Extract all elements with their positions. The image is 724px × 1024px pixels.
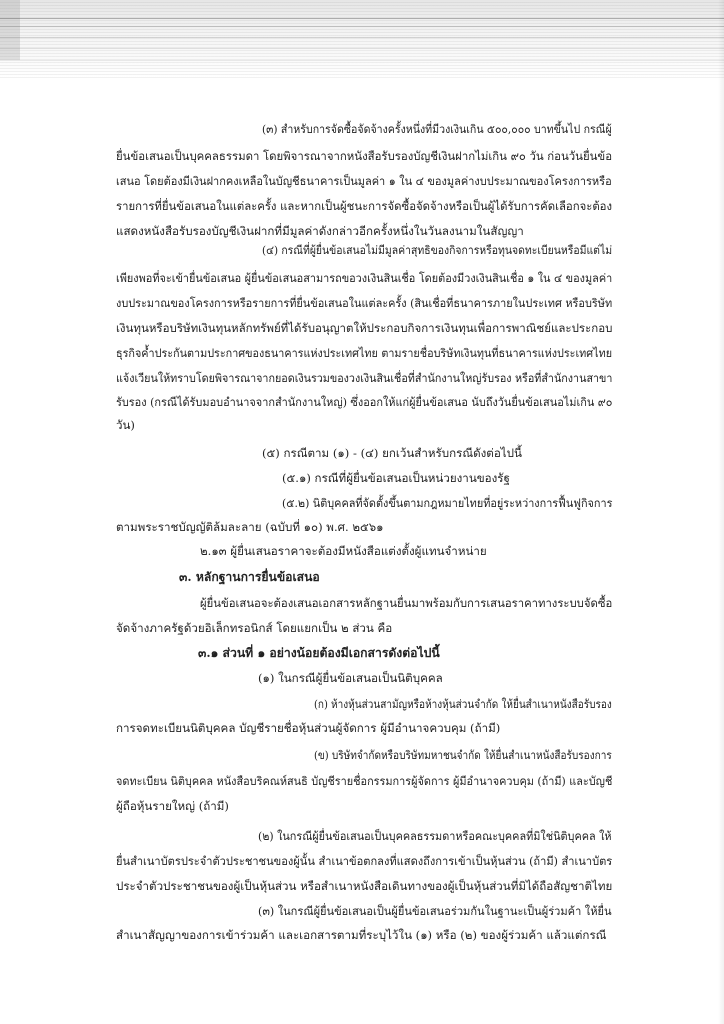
- paragraph-line: งบประมาณของโครงการหรือรายการที่ยื่นข้อเสนอในแต่ละครั้ง (สินเชื่อที่ธนาคารภายในประเทศ หรือบริษัท: [116, 296, 613, 310]
- paragraph-line: (ข) บริษัทจำกัดหรือบริษัทมหาชนจำกัด ให้ยื่นสำเนาหนังสือรับรองการ: [314, 748, 612, 762]
- paragraph-line: ตามพระราชบัญญัติล้มละลาย (ฉบับที่ ๑๐) พ.ศ. ๒๕๖๑: [116, 520, 384, 534]
- paragraph-line: (ก) ห้างหุ้นส่วนสามัญหรือห้างหุ้นส่วนจำกัด ให้ยื่นสำเนาหนังสือรับรอง: [314, 697, 612, 711]
- paragraph-line: ยื่นข้อเสนอเป็นบุคคลธรรมดา โดยพิจารณาจากหนังสือรับรองบัญชีเงินฝากไม่เกิน ๙๐ วัน ก่อนวันยื่นข้อ: [116, 149, 613, 163]
- paragraph-line: (๔) กรณีที่ผู้ยื่นข้อเสนอไม่มีมูลค่าสุทธิของกิจการหรือทุนจดทะเบียนหรือมีแต่ไม่: [262, 243, 613, 257]
- paragraph-line: รายการที่ยื่นข้อเสนอในแต่ละครั้ง และหากเป็นผู้ชนะการจัดซื้อจัดจ้างหรือเป็นผู้ได้รับการคัดเลือกจะต้อง: [116, 199, 613, 213]
- paragraph-line: (๑) ในกรณีผู้ยื่นข้อเสนอเป็นนิติบุคคล: [258, 671, 443, 685]
- paragraph-line: (๕.๑) กรณีที่ผู้ยื่นข้อเสนอเป็นหน่วยงานของรัฐ: [282, 471, 510, 485]
- paragraph-line: การจดทะเบียนนิติบุคคล บัญชีรายชื่อหุ้นส่วนผู้จัดการ ผู้มีอำนาจควบคุม (ถ้ามี): [116, 721, 501, 735]
- paragraph-line: (๓) สำหรับการจัดซื้อจัดจ้างครั้งหนึ่งที่มีวงเงินเกิน ๕๐๐,๐๐๐ บาทขึ้นไป กรณีผู้: [262, 122, 612, 136]
- paragraph-line: (๕.๒) นิติบุคคลที่จัดตั้งขึ้นตามกฎหมายไทยที่อยู่ระหว่างการฟื้นฟูกิจการ: [282, 496, 613, 510]
- paragraph-line: เพียงพอที่จะเข้ายื่นข้อเสนอ ผู้ยื่นข้อเสนอสามารถขอวงเงินสินเชื่อ โดยต้องมีวงเงินสินเชื่อ ๑ ใน ๔ ของมูลค่า: [116, 271, 613, 285]
- paragraph-line: ประจำตัวประชาชนของผู้เป็นหุ้นส่วน หรือสำเนาหนังสือเดินทางของผู้เป็นหุ้นส่วนที่มิได้ถือสัญชาติไทย: [116, 879, 613, 893]
- section-heading: ๓. หลักฐานการยื่นข้อเสนอ: [179, 570, 320, 584]
- paragraph-line: ๒.๑๓ ผู้ยื่นเสนอราคาจะต้องมีหนังสือแต่งตั้งผู้แทนจำหน่าย: [200, 544, 487, 558]
- paragraph-line: สำเนาสัญญาของการเข้าร่วมค้า และเอกสารตามที่ระบุไว้ใน (๑) หรือ (๒) ของผู้ร่วมค้า แล้วแต่กรณี: [116, 928, 607, 942]
- paragraph-line: ยื่นสำเนาบัตรประจำตัวประชาชนของผู้นั้น สำเนาข้อตกลงที่แสดงถึงการเข้าเป็นหุ้นส่วน (ถ้ามี) สำเนาบัตร: [116, 854, 613, 868]
- paragraph-line: ผู้ยื่นข้อเสนอจะต้องเสนอเอกสารหลักฐานยื่นมาพร้อมกับการเสนอราคาทางระบบจัดซื้อ: [200, 596, 613, 610]
- paragraph-line: จดทะเบียน นิติบุคคล หนังสือบริคณห์สนธิ บัญชีรายชื่อกรรมการผู้จัดการ ผู้มีอำนาจควบคุม (ถ้ามี) และบัญชี: [116, 774, 613, 788]
- paragraph-line: (๒) ในกรณีผู้ยื่นข้อเสนอเป็นบุคคลธรรมดาหรือคณะบุคคลที่มิใช่นิติบุคคล ให้: [258, 829, 612, 843]
- subsection-heading: ๓.๑ ส่วนที่ ๑ อย่างน้อยต้องมีเอกสารดังต่อไปนี้: [198, 646, 440, 660]
- paragraph-line: ธุรกิจค้ำประกันตามประกาศของธนาคารแห่งประเทศไทย ตามรายชื่อบริษัทเงินทุนที่ธนาคารแห่งประเทศไทย: [116, 346, 613, 360]
- paragraph-line: เงินทุนหรือบริษัทเงินทุนหลักทรัพย์ที่ได้รับอนุญาตให้ประกอบกิจการเงินทุนเพื่อการพาณิชย์และประกอบ: [116, 321, 613, 335]
- paragraph-line: จัดจ้างภาครัฐด้วยอิเล็กทรอนิกส์ โดยแยกเป็น ๒ ส่วน คือ: [116, 621, 393, 635]
- paragraph-line: ผู้ถือหุ้นรายใหญ่ (ถ้ามี): [116, 799, 229, 813]
- paragraph-line: วัน): [116, 418, 135, 432]
- paragraph-line: (๕) กรณีตาม (๑) - (๔) ยกเว้นสำหรับกรณีดังต่อไปนี้: [262, 446, 522, 460]
- paragraph-line: เสนอ โดยต้องมีเงินฝากคงเหลือในบัญชีธนาคารเป็นมูลค่า ๑ ใน ๔ ของมูลค่างบประมาณของโครงการหรือ: [116, 174, 612, 188]
- paragraph-line: (๓) ในกรณีผู้ยื่นข้อเสนอเป็นผู้ยื่นข้อเสนอร่วมกันในฐานะเป็นผู้ร่วมค้า ให้ยื่น: [258, 904, 612, 918]
- paragraph-line: รับรอง (กรณีได้รับมอบอำนาจจากสำนักงานใหญ่) ซึ่งออกให้แก่ผู้ยื่นข้อเสนอ นับถึงวันยื่นข้อเสนอไม่เกิน ๙๐: [116, 395, 613, 409]
- paragraph-line: แจ้งเวียนให้ทราบโดยพิจารณาจากยอดเงินรวมของวงเงินสินเชื่อที่สำนักงานใหญ่รับรอง หรือที่สำนักงานสาขา: [116, 371, 613, 385]
- paragraph-line: แสดงหนังสือรับรองบัญชีเงินฝากที่มีมูลค่าดังกล่าวอีกครั้งหนึ่งในวันลงนามในสัญญา: [116, 224, 524, 238]
